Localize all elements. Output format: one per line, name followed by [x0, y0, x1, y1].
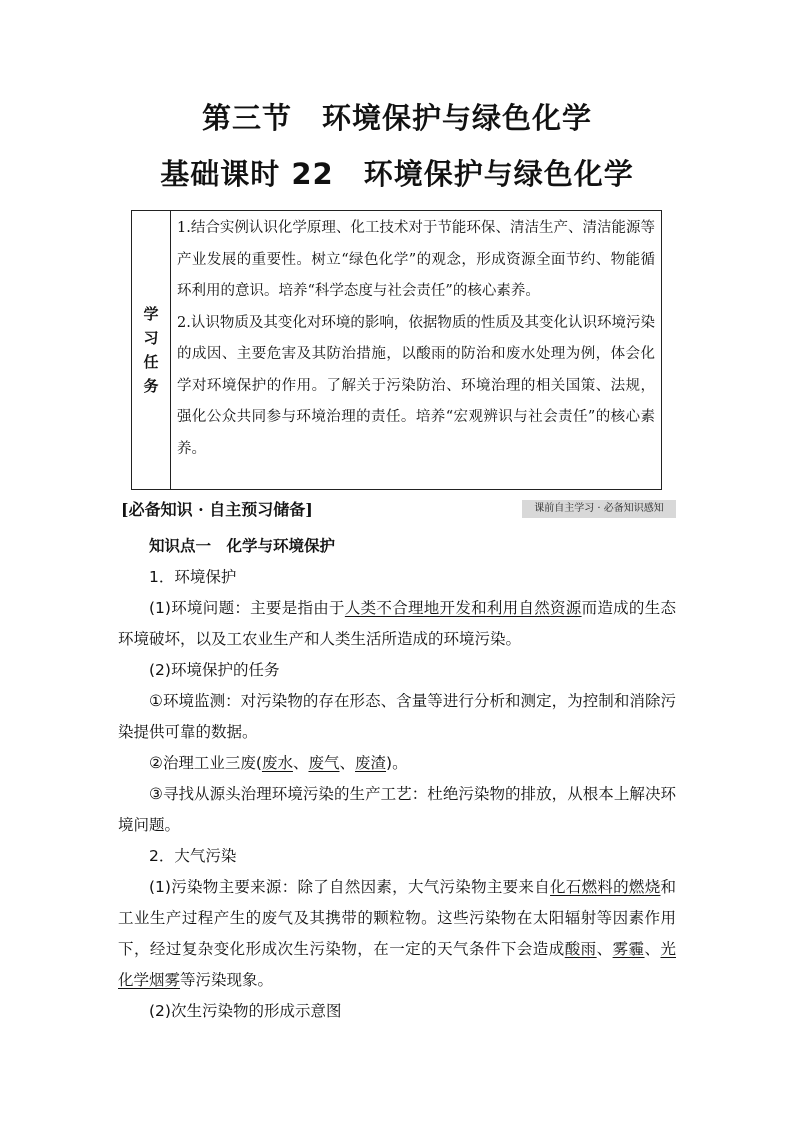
- label-char: 务: [143, 377, 159, 395]
- paragraph-three-wastes: ②治理工业三废(废水、废气、废渣)。: [149, 754, 408, 772]
- task-item-1: 1.结合实例认识化学原理、化工技术对于节能环保、清洁生产、清洁能源等产业发展的重要性。树立“绿色化学”的观念，形成资源全面节约、物能循环利用的意识。培养“科学态度与社会责任”的核心素养。: [177, 220, 655, 299]
- paragraph-protection-tasks: (2)环境保护的任务: [149, 661, 280, 679]
- underlined-answer: 人类不合理地开发和利用自然资源: [344, 599, 582, 617]
- section-title-number: 第三节: [201, 101, 292, 135]
- task-item-2: 2.认识物质及其变化对环境的影响，依据物质的性质及其变化认识环境污染的成因、主要危害及其防治措施，以酸雨的防治和废水处理为例，体会化学对环境保护的作用。了解关于污染防治、环境治理的相关国策、法规，强化公众共同参与环境治理的责任。培养“宏观辨识与社会责任”的核心素养。: [177, 314, 655, 457]
- paragraph-pollutant-sources: (1)污染物主要来源：除了自然因素，大气污染物主要来自化石燃料的燃烧和工业生产过程产生的废气及其携带的颗粒物。这些污染物在太阳辐射等因素作用下，经过复杂变化形成次生污染物，在一定的天气条件下会造成酸雨、雾霾、光化学烟雾等污染现象。: [118, 878, 676, 989]
- learning-tasks-text: [171, 211, 661, 489]
- paragraph-diagram-caption: (2)次生污染物的形成示意图: [149, 1002, 342, 1020]
- paragraph-monitoring: ①环境监测：对污染物的存在形态、含量等进行分析和测定，为控制和消除污染提供可靠的数据。: [118, 692, 676, 741]
- learning-tasks-box: [131, 210, 662, 490]
- section-title-text: 环境保护与绿色化学: [322, 101, 593, 135]
- lesson-title-text: 环境保护与绿色化学: [363, 157, 634, 191]
- label-char: 习: [143, 329, 159, 347]
- lesson-title-number: 基础课时 22: [160, 157, 334, 191]
- label-char: 学: [143, 305, 159, 323]
- paragraph-source-treatment: ③寻找从源头治理环境污染的生产工艺：杜绝污染物的排放，从根本上解决环境问题。: [118, 785, 676, 834]
- underlined-answer: 雾霾: [612, 940, 645, 958]
- section-tag: 课前自主学习 · 必备知识感知: [522, 500, 676, 518]
- lesson-title: [0, 152, 794, 193]
- heading-air-pollution: 2．大气污染: [149, 847, 237, 865]
- underlined-answer: 酸雨: [564, 940, 597, 958]
- heading-environment-protection: 1．环境保护: [149, 568, 237, 586]
- section-heading: [必备知识 · 自主预习储备]: [121, 500, 313, 519]
- knowledge-point-title: 知识点一 化学与环境保护: [149, 537, 336, 555]
- content-body: [118, 531, 676, 1027]
- underlined-answer: 废水: [261, 754, 293, 772]
- underlined-answer: 光化学烟雾: [118, 940, 676, 989]
- underlined-answer: 废气: [308, 754, 340, 772]
- learning-tasks-label: [132, 211, 171, 489]
- underlined-answer: 废渣: [355, 754, 387, 772]
- label-char: 任: [143, 353, 159, 371]
- underlined-answer: 化石燃料的燃烧: [550, 878, 661, 896]
- paragraph-environment-problem: (1)环境问题：主要是指由于人类不合理地开发和利用自然资源而造成的生态环境破坏，以及工农业生产和人类生活所造成的环境污染。: [118, 599, 676, 648]
- section-title: [0, 96, 794, 137]
